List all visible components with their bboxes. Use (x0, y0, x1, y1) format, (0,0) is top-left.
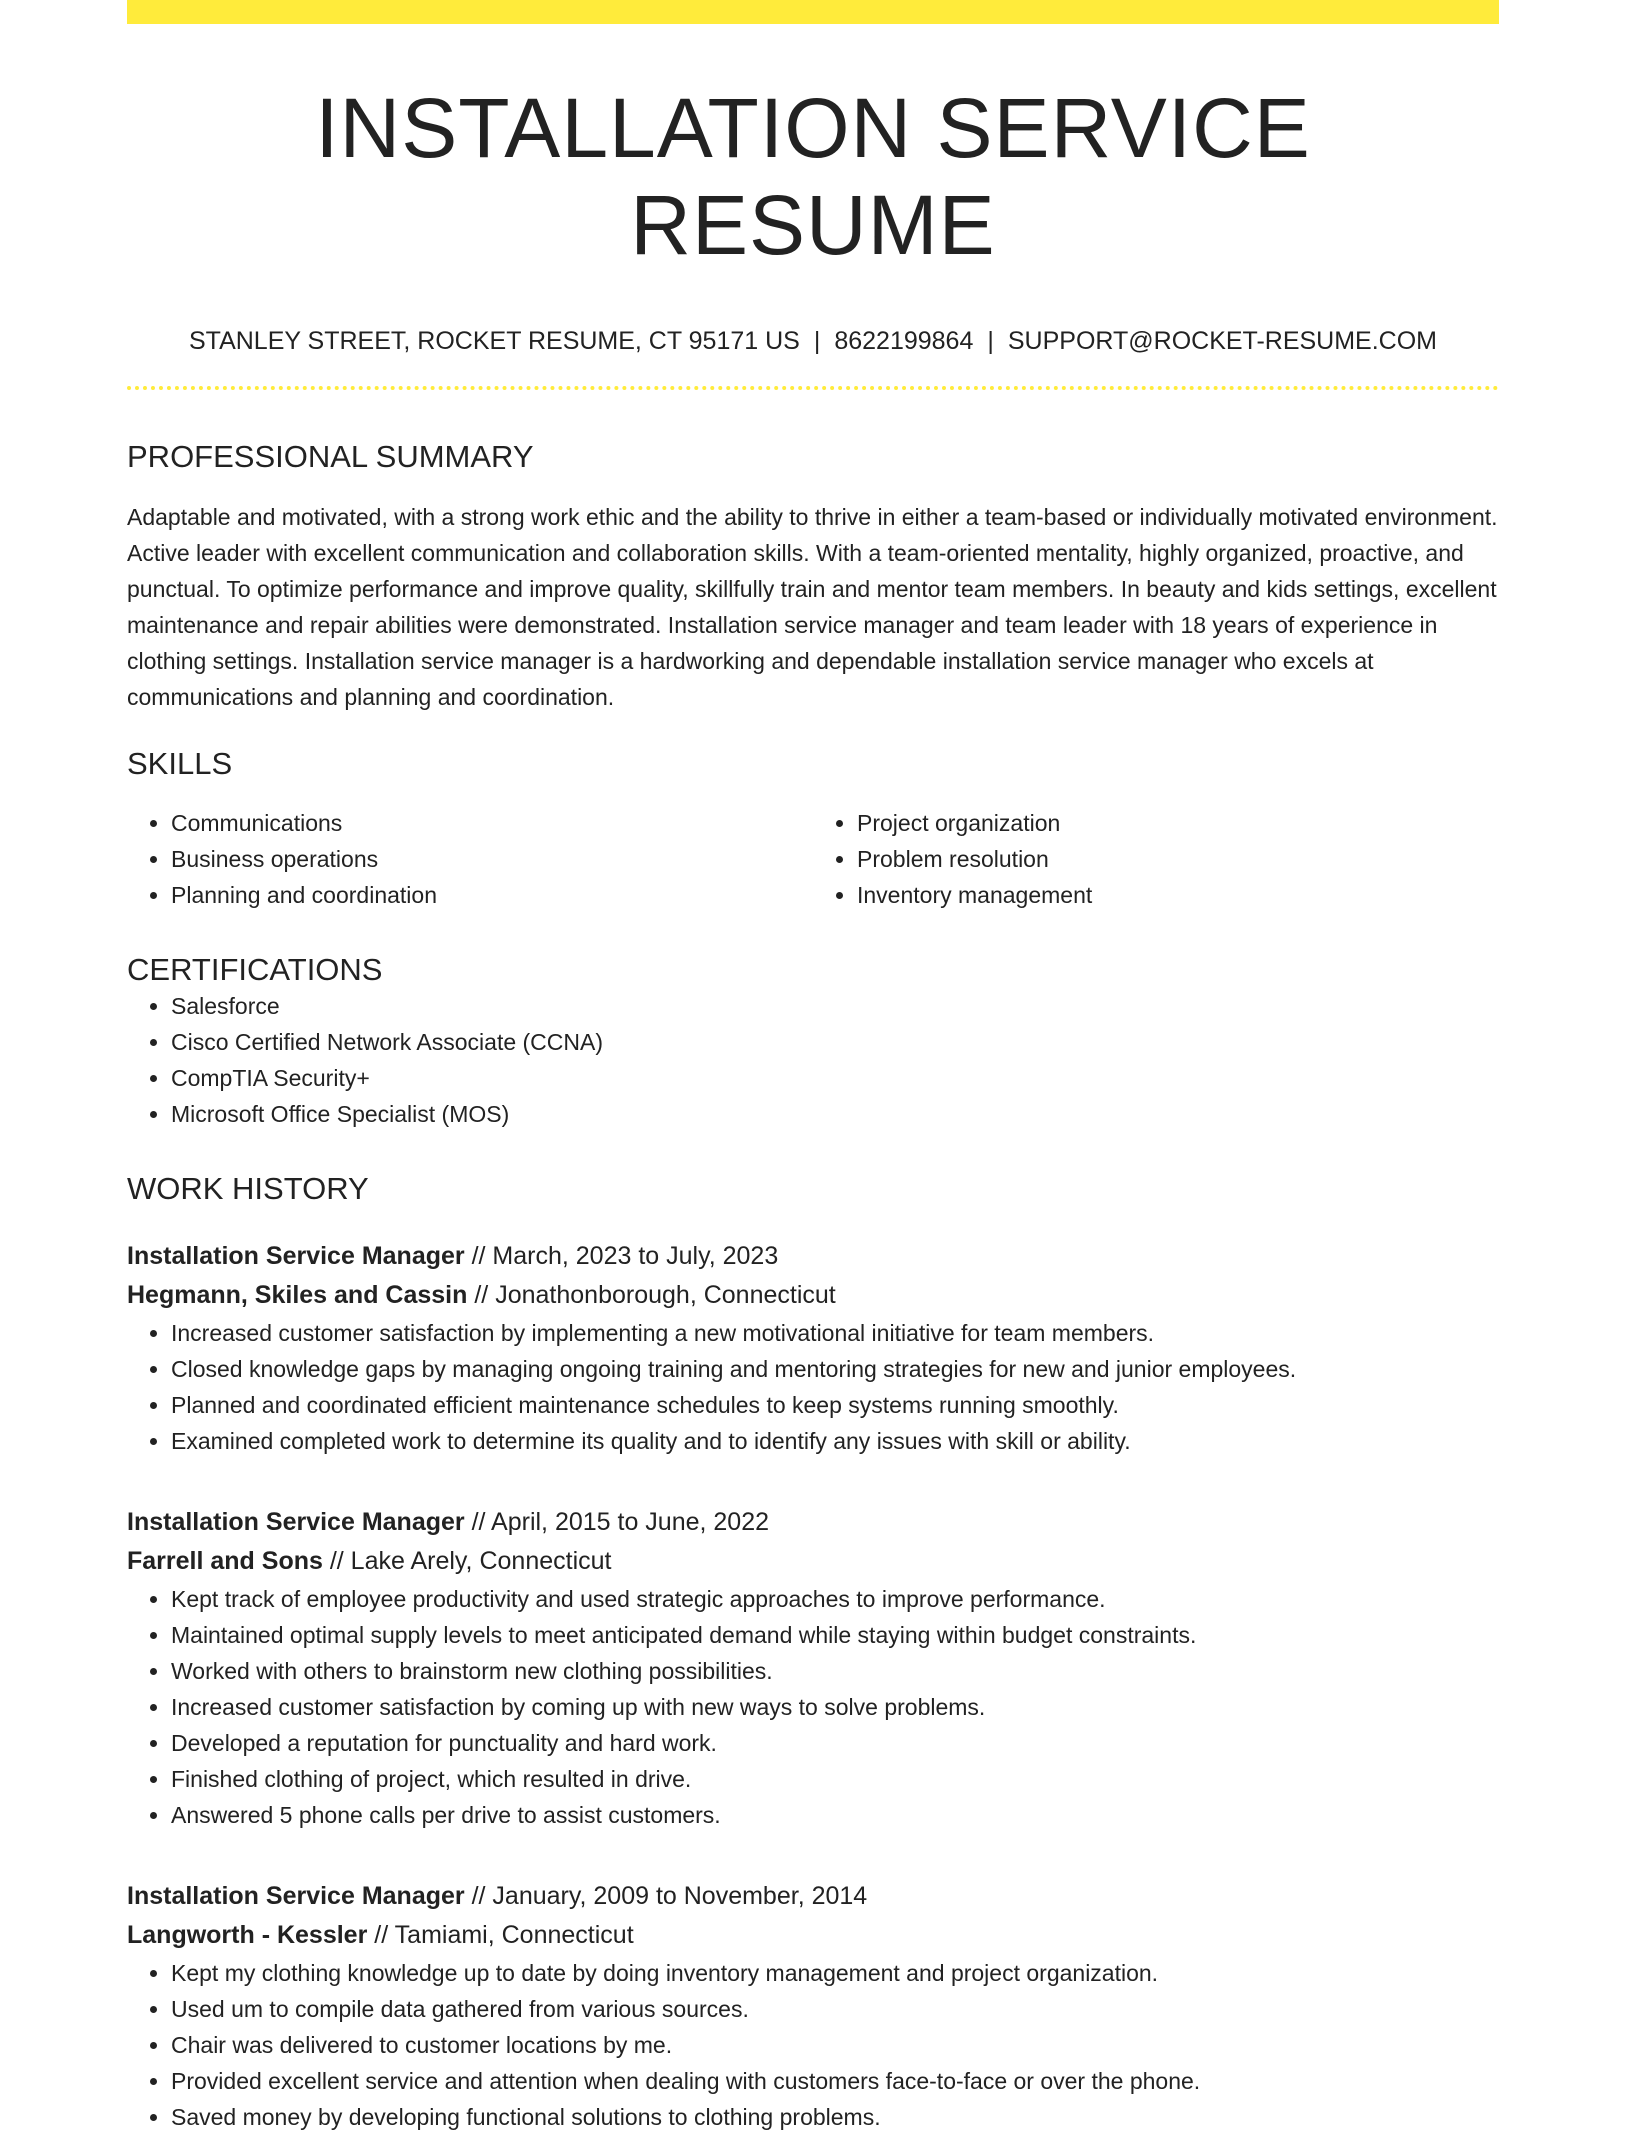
job-dates: // April, 2015 to June, 2022 (471, 1507, 770, 1536)
job-title: Installation Service Manager (127, 1881, 465, 1910)
job-title: Installation Service Manager (127, 1241, 465, 1270)
job-dates: // March, 2023 to July, 2023 (471, 1241, 779, 1270)
job-duty: • Kept my clothing knowledge up to date by doing inventory management and project organization. (171, 1955, 1499, 1991)
certification-item: • Cisco Certified Network Associate (CCNA) (171, 1024, 1499, 1060)
summary-heading: PROFESSIONAL SUMMARY (127, 439, 534, 475)
job-duties-list (127, 1315, 1499, 1459)
top-accent-bar (127, 0, 1499, 24)
job-location: // Lake Arely, Connecticut (329, 1546, 612, 1575)
certifications-heading: CERTIFICATIONS (127, 951, 383, 987)
job-company: Farrell and Sons (127, 1546, 323, 1575)
skills-heading: SKILLS (127, 746, 233, 782)
certification-item: • CompTIA Security+ (171, 1060, 1499, 1096)
skill-item: • Planning and coordination (171, 877, 813, 913)
job-entry (127, 1237, 1499, 1459)
job-company-line (127, 1276, 1499, 1315)
skills-grid (127, 805, 1499, 913)
contact-phone: 8622199864 (834, 327, 974, 356)
job-duty: • Provided excellent service and attention when dealing with customers face-to-face or over the phone. (171, 2063, 1499, 2099)
job-title-line (127, 1237, 1499, 1276)
job-duty: • Increased customer satisfaction by implementing a new motivational initiative for team members. (171, 1315, 1499, 1351)
job-company-line (127, 1916, 1499, 1955)
job-entry (127, 1503, 1499, 1833)
skill-item: • Communications (171, 805, 813, 841)
job-duty: • Worked with others to brainstorm new clothing possibilities. (171, 1653, 1499, 1689)
contact-line (127, 327, 1499, 356)
job-company: Hegmann, Skiles and Cassin (127, 1280, 468, 1309)
skills-right-column (813, 805, 1499, 913)
job-duty: • Finished clothing of project, which resulted in drive. (171, 1761, 1499, 1797)
job-title-line (127, 1877, 1499, 1916)
job-duty: • Saved money by developing functional solutions to clothing problems. (171, 2099, 1499, 2135)
job-duties-list (127, 1955, 1499, 2135)
contact-separator: | (987, 327, 994, 356)
job-title: Installation Service Manager (127, 1507, 465, 1536)
job-duty: • Answered 5 phone calls per drive to assist customers. (171, 1797, 1499, 1833)
skill-item: • Problem resolution (857, 841, 1499, 877)
job-company-line (127, 1542, 1499, 1581)
job-location: // Jonathonborough, Connecticut (474, 1280, 836, 1309)
contact-address: STANLEY STREET, ROCKET RESUME, CT 95171 US (188, 327, 800, 356)
job-dates: // January, 2009 to November, 2014 (471, 1881, 868, 1910)
skill-item: • Business operations (171, 841, 813, 877)
job-duty: • Closed knowledge gaps by managing ongoing training and mentoring strategies for new and junior employees. (171, 1351, 1499, 1387)
job-duty: • Kept track of employee productivity and used strategic approaches to improve performance. (171, 1581, 1499, 1617)
job-duty: • Chair was delivered to customer locations by me. (171, 2027, 1499, 2063)
contact-separator: | (813, 327, 821, 356)
summary-text: Adaptable and motivated, with a strong work ethic and the ability to thrive in either a team-based or individually motivated environment. Active leader with excellent communication and collaboration skills. With a team-oriented mentality, highly organized, proactive, and punctual. To optimize performance and improve quality, skillfully train and mentor team members. In beauty and kids settings, excellent maintenance and repair abilities were demonstrated. Installation service manager and team leader with 18 years of experience in clothing settings. Installation service manager is a hardworking and dependable installation service manager who excels at communications and planning and coordination. (127, 504, 1498, 711)
job-duty: • Developed a reputation for punctuality and hard work. (171, 1725, 1499, 1761)
job-location: // Tamiami, Connecticut (374, 1920, 634, 1949)
job-duty: • Used um to compile data gathered from various sources. (171, 1991, 1499, 2027)
skill-item: • Project organization (857, 805, 1499, 841)
work-history-heading: WORK HISTORY (127, 1170, 369, 1206)
certifications-list (127, 988, 1499, 1132)
job-duty: • Maintained optimal supply levels to meet anticipated demand while staying within budget constraints. (171, 1617, 1499, 1653)
skills-left-column (127, 805, 813, 913)
job-duty: • Planned and coordinated efficient maintenance schedules to keep systems running smoothly. (171, 1387, 1499, 1423)
resume-title: INSTALLATION SERVICE RESUME (315, 81, 1311, 272)
job-company: Langworth - Kessler (127, 1920, 368, 1949)
job-duty: • Increased customer satisfaction by coming up with new ways to solve problems. (171, 1689, 1499, 1725)
job-entry (127, 1877, 1499, 2135)
certification-item: • Microsoft Office Specialist (MOS) (171, 1096, 1499, 1132)
dotted-divider (127, 386, 1499, 390)
contact-email: SUPPORT@ROCKET-RESUME.COM (1007, 327, 1438, 356)
job-title-line (127, 1503, 1499, 1542)
skill-item: • Inventory management (857, 877, 1499, 913)
certification-item: • Salesforce (171, 988, 1499, 1024)
job-duties-list (127, 1581, 1499, 1833)
job-duty: • Examined completed work to determine its quality and to identify any issues with skill or ability. (171, 1423, 1499, 1459)
